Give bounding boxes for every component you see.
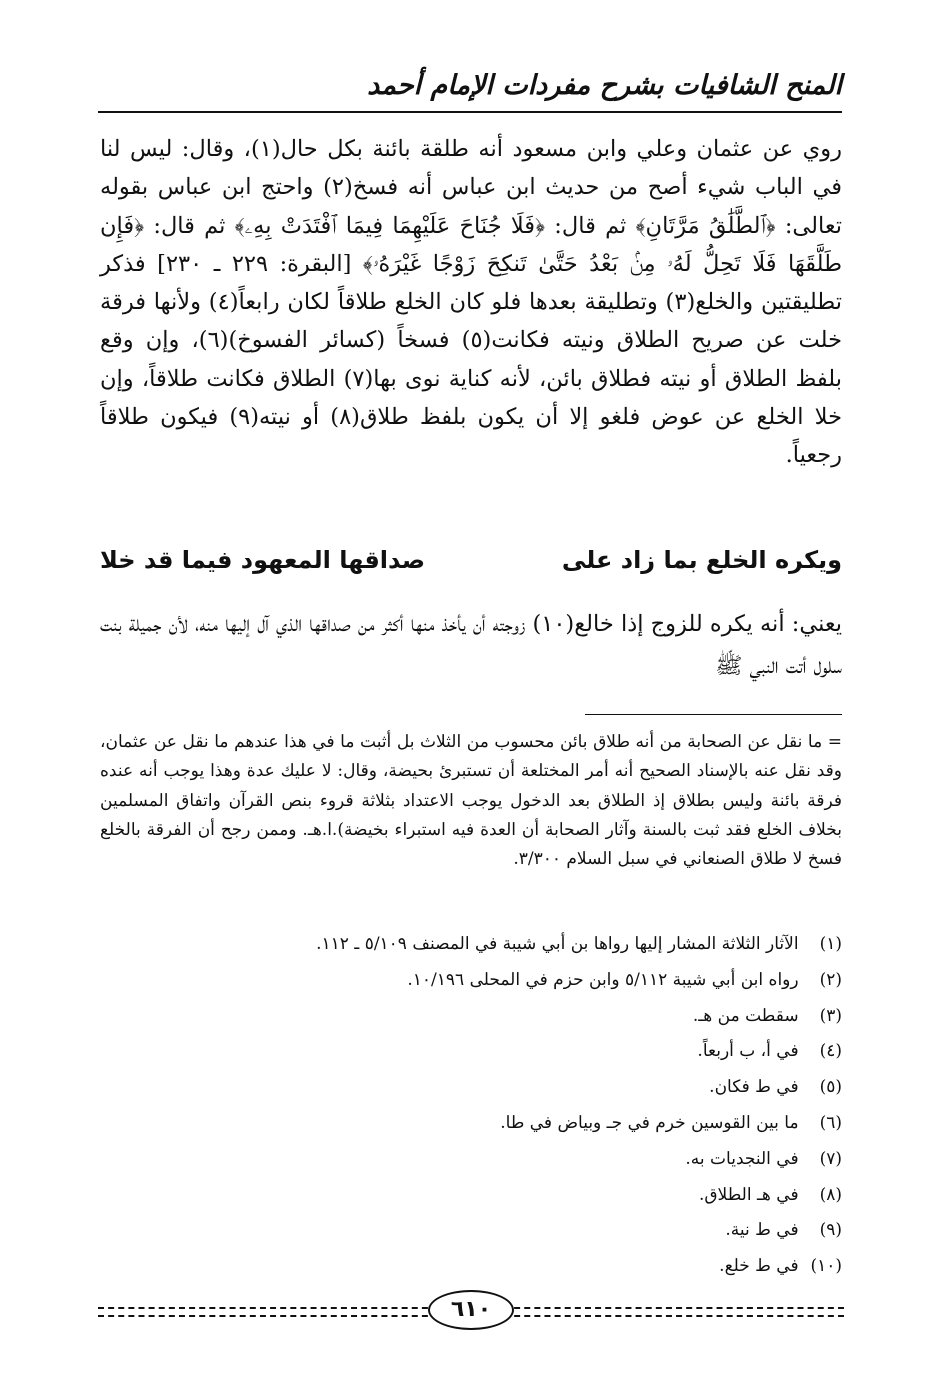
footnote-text: الآثار الثلاثة المشار إليها رواها بن أبي شيبة في المصنف ٥/١٠٩ ـ ١١٢. [316,934,799,954]
main-paragraph [100,130,842,475]
footnote-item [100,1070,842,1106]
verse-explanation: يعني: أنه يكره للزوج إذا خالع(١٠) زوجته أن يأخذ منها أكثر من صداقها الذي آل إليها منه، لأن جميلة بنت سلول أتت النبي ﷺ [100,611,842,679]
footnote-item [100,1178,842,1214]
page-number: ٦١٠ [428,1290,514,1330]
footnote-text: رواه ابن أبي شيبة ٥/١١٢ وابن حزم في المحلى ١٠/١٩٦. [407,969,799,990]
footnote-text: في ط فكان. [709,1077,799,1098]
verse-first-hemistich: ويكره الخلع بما زاد على [561,546,842,574]
footnote-number: (١٠) [810,1256,842,1277]
footer-ornament-right [504,1307,844,1317]
footnote-item [100,1142,842,1178]
footnote-number: (٧) [819,1148,842,1169]
footnote-text: في ط خلع. [719,1256,799,1277]
header-rule [98,111,842,113]
footnote-text: في ط نية. [725,1220,799,1241]
footnote-number: (٨) [819,1184,842,1205]
footnote-text: ما بين القوسين خرم في جـ وبياض في طا. [500,1112,799,1133]
footnote-number: (٤) [819,1041,842,1062]
page-footer [98,1290,844,1330]
footnote-number: (٢) [819,969,842,990]
footnote-number: (٣) [819,1005,842,1026]
footnote-number: (٩) [819,1220,842,1241]
footnote-number: (١) [819,934,842,954]
running-header: المنح الشافيات بشرح مفردات الإمام أحمد [367,70,842,101]
footnote-item [100,1106,842,1142]
footnote-number: (٥) [819,1077,842,1098]
footnote-number: (٦) [819,1112,842,1133]
footnote-text: في النجديات به. [685,1148,799,1169]
footnote-item [100,1249,842,1285]
footnote-text: في أ، ب أربعاً. [697,1041,799,1062]
footnote-continuation: = ما نقل عن الصحابة من أنه طلاق بائن محسوب من الثلاث بل أثبت ما في هذا عندهم ما نقل عن عثمان، وقد نقل عنه بالإسناد الصحيح أنه أمر المختلعة أن تستبرئ بحيضة، وقال: لا عليك عدة وهذا يوجب أنه عنده فرقة بائنة وليس بطلاق إذ الطلاق بعد الدخول يوجب الاعتداد بثلاثة قروء بنص القرآن واتفاق المسلمين بخلاف الخلع فقد ثبت بالسنة وآثار الصحابة أن العدة فيه استبراء بخيضة).ا.هـ. وممن رجح أن الفرقة بالخلع فسخ لا طلاق الصنعاني في سبل السلام ٣/٣٠٠. [100,732,842,870]
footer-ornament-left [98,1307,438,1317]
footnote-text: سقطت من هـ. [692,1005,799,1026]
footnote-text: في هـ الطلاق. [698,1184,799,1205]
poem-verse [100,538,842,582]
footnote-item [100,927,842,963]
footnote-item [100,1213,842,1249]
footnote-item [100,963,842,999]
footnote-list [100,927,842,1285]
footnote-item [100,1034,842,1070]
paragraph-text: روي عن عثمان وعلي وابن مسعود أنه طلقة بائنة بكل حال(١)، وقال: ليس لنا في الباب شيء أصح من حديث ابن عباس أنه فسخ(٢) واحتج ابن عباس بقوله تعالى: ﴿ٱلطَّلَٰقُ مَرَّتَانِ﴾ ثم قال: ﴿فَلَا جُنَاحَ عَلَيْهِمَا فِيمَا ٱفْتَدَتْ بِهِۦ﴾ ثم قال: ﴿فَإِن طَلَّقَهَا فَلَا تَحِلُّ لَهُۥ مِنۢ بَعْدُ حَتَّىٰ تَنكِحَ زَوْجًا غَيْرَهُۥ﴾ [البقرة: ٢٢٩ ـ ٢٣٠] فذكر تطليقتين والخلع(٣) وتطليقة بعدها فلو كان الخلع طلاقاً لكان رابعاً(٤) ولأنها فرقة خلت عن صريح الطلاق ونيته فكانت(٥) فسخاً (كسائر الفسوخ)(٦)، وإن وقع بلفظ الطلاق أو نيته فطلاق بائن، لأنه كناية نوى بها(٧) الطلاق فكانت طلاقاً، وإن خلا الخلع عن عوض فلغو إلا أن يكون بلفظ طلاق(٨) أو نيته(٩) فيكون طلاقاً رجعياً. [100,136,842,469]
footnote-item [100,999,842,1035]
verse-second-hemistich: صداقها المعهود فيما قد خلا [100,546,426,574]
footnote-separator [585,714,842,715]
